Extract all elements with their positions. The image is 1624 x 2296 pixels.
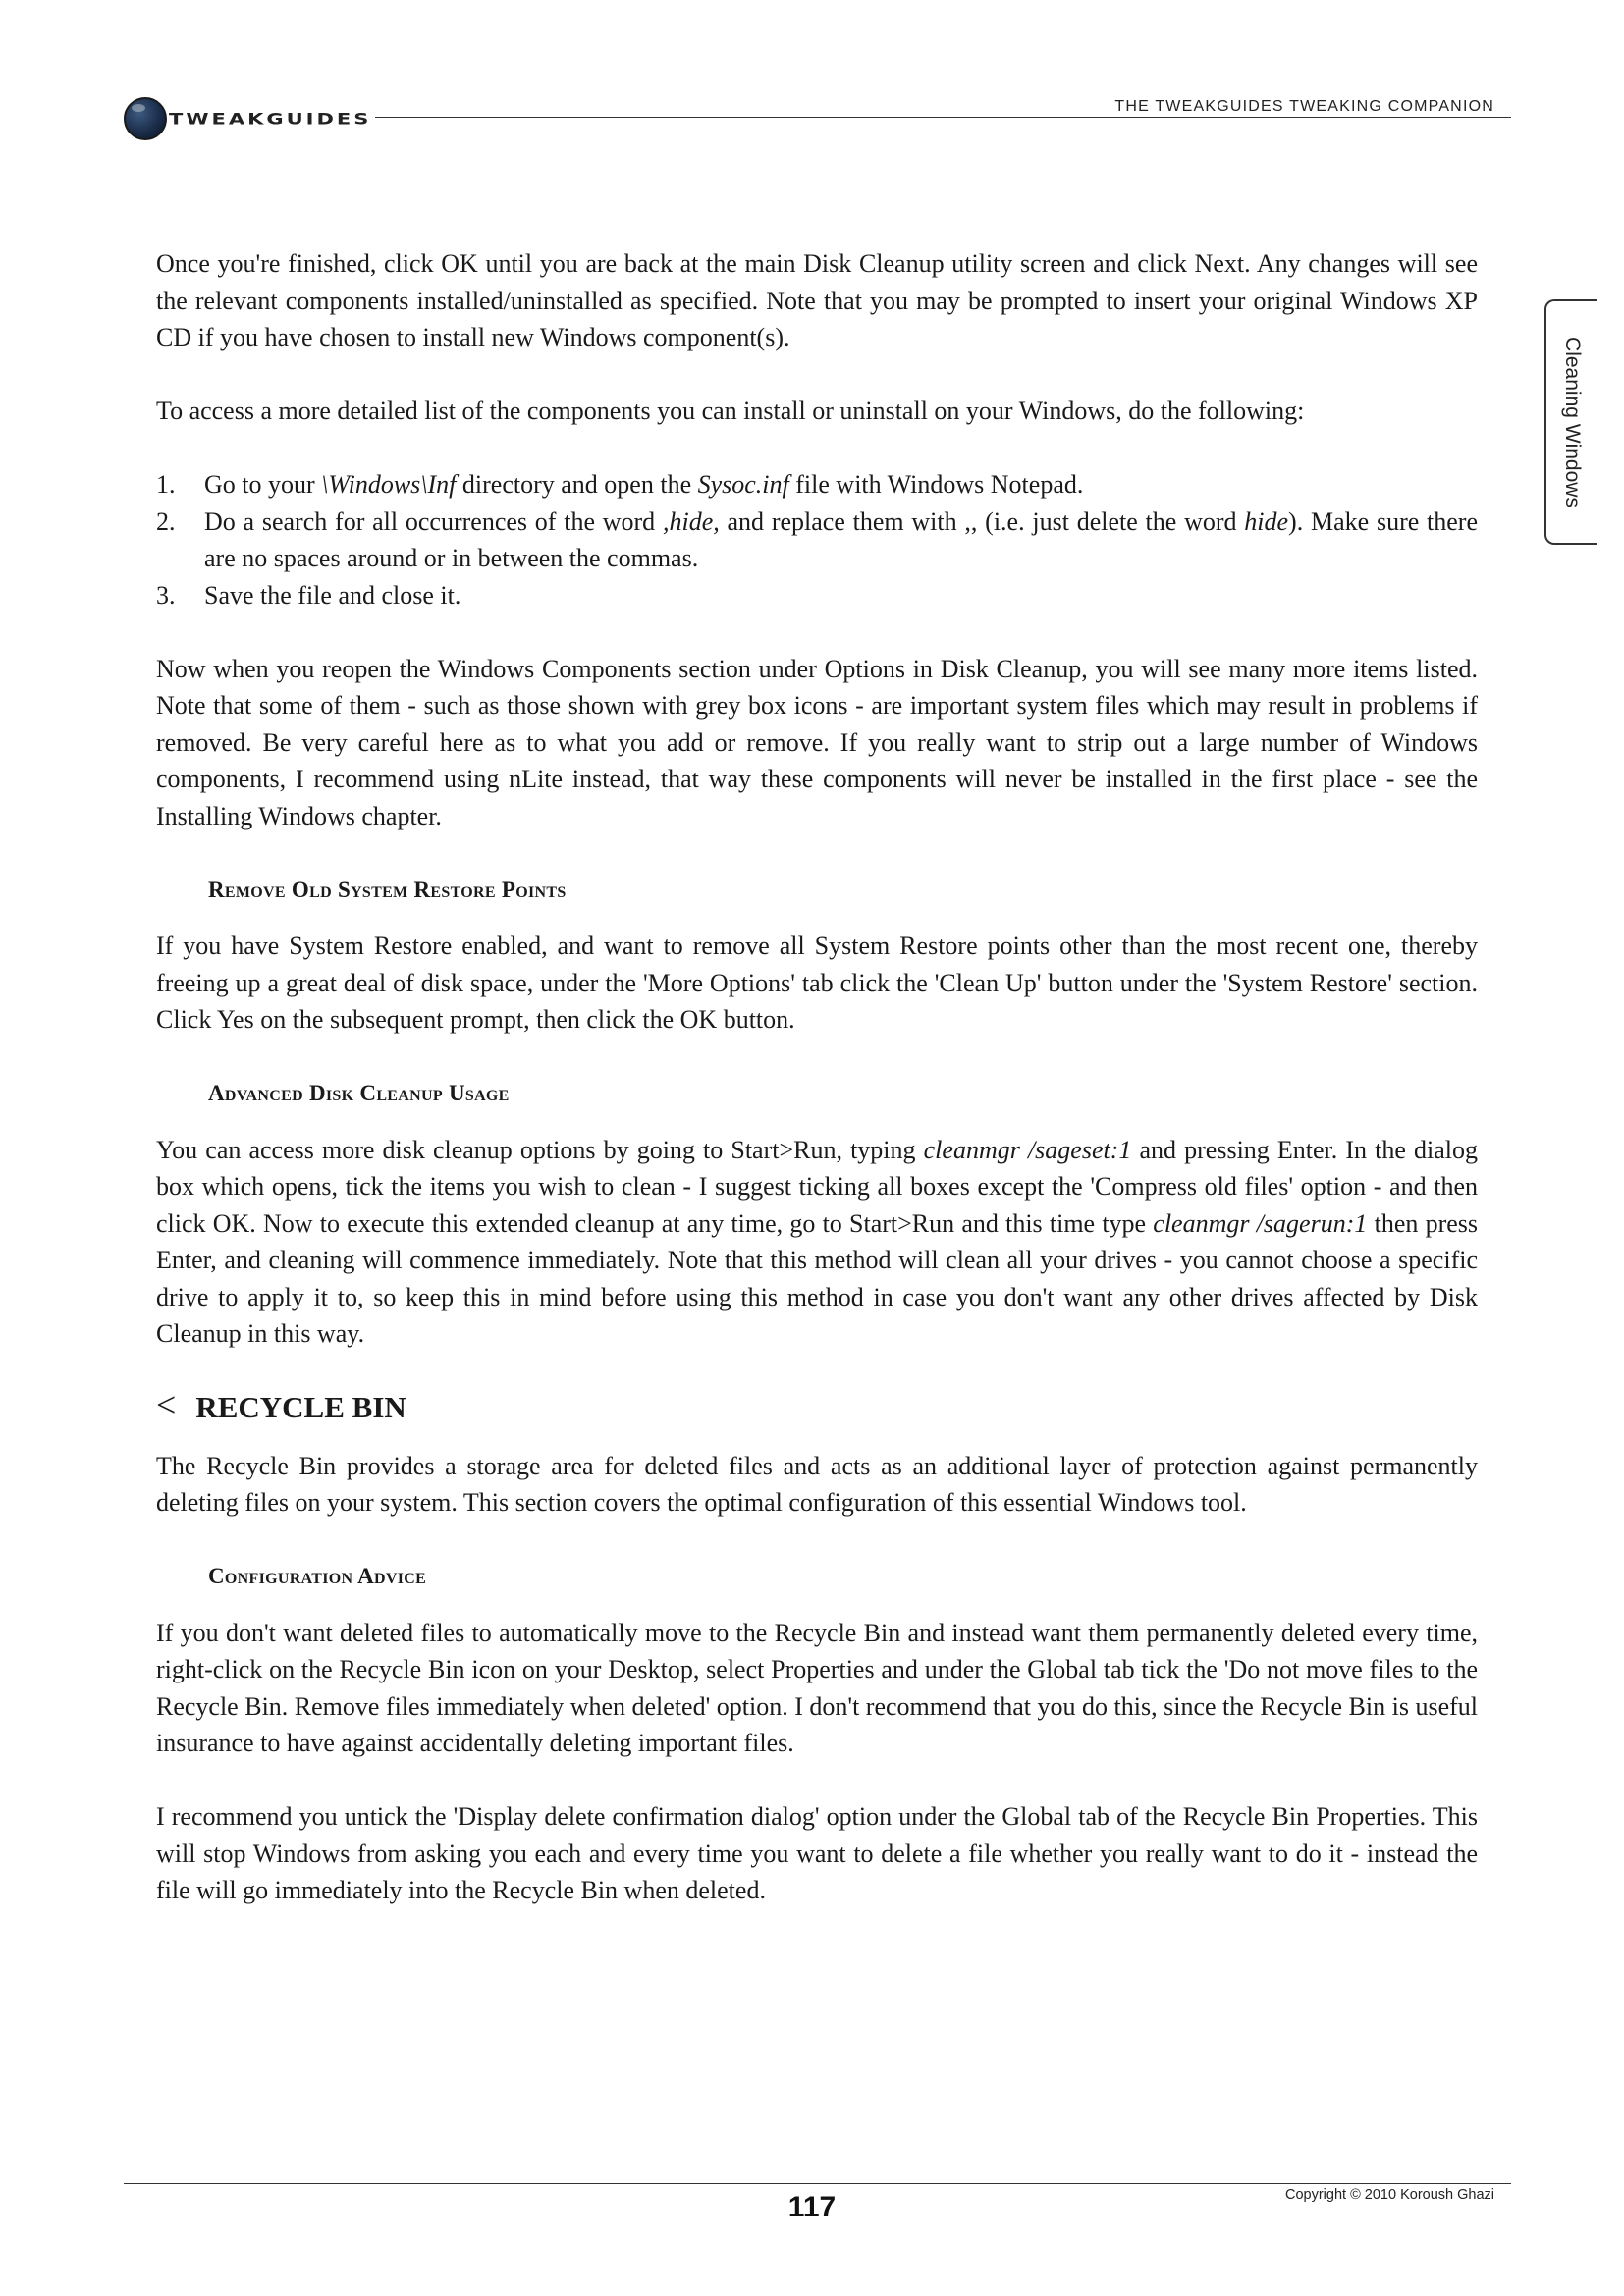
list-item: 2. Do a search for all occurrences of the word ,hide, and replace them with ,, (i.e. just delete the word hide). Make sure there are no spaces around or in between the commas. [156, 507, 1478, 572]
paragraph-delete-confirmation: I recommend you untick the 'Display delete confirmation dialog' option under the Global tab of the Recycle Bin Properties. This will stop Windows from asking you each and every time you want to delete a file whether you really want to do it - instead the file will go immediately into the Recycle Bin when deleted. [156, 1802, 1478, 1904]
logo-globe-icon [124, 97, 167, 140]
section-arrow-icon: < [156, 1385, 177, 1424]
steps-list [156, 466, 1478, 614]
chapter-side-tab-label: Cleaning Windows [1561, 337, 1584, 507]
chapter-side-tab [1544, 299, 1597, 545]
paragraph-detailed-list-intro: To access a more detailed list of the components you can install or uninstall on your Windows, do the following: [156, 397, 1305, 425]
copyright-notice: Copyright © 2010 Koroush Ghazi [1285, 2187, 1494, 2203]
header-rule [375, 117, 1511, 118]
section-title: RECYCLE BIN [195, 1390, 406, 1424]
section-heading-recycle-bin [156, 1385, 1478, 1426]
list-item: 1. Go to your \Windows\Inf directory and open the Sysoc.inf file with Windows Notepad. [156, 470, 1084, 499]
subheading-advanced-usage: Advanced Disk Cleanup Usage [208, 1081, 510, 1105]
paragraph-components-warning: Now when you reopen the Windows Components section under Options in Disk Cleanup, you will see many more items listed. Note that some of them - such as those shown with grey box icons - are important system files which may result in problems if removed. Be very careful here as to what you add or remove. If you really want to strip out a large number of Windows components, I recommend using nLite instead, that way these components will never be installed in the first place - see the Installing Windows chapter. [156, 654, 1478, 830]
paragraph-no-recycle: If you don't want deleted files to automatically move to the Recycle Bin and instead want them permanently deleted every time, right-click on the Recycle Bin icon on your Desktop, select Properties and under the Global tab tick the 'Do not move files to the Recycle Bin. Remove files immediately when deleted' option. I don't recommend that you do this, since the Recycle Bin is useful insurance to have against accidentally deleting important files. [156, 1618, 1478, 1757]
subheading-remove-restore-points: Remove Old System Restore Points [208, 877, 567, 902]
tweakguides-logo [124, 94, 371, 143]
footer-rule [124, 2183, 1511, 2184]
paragraph-system-restore: If you have System Restore enabled, and want to remove all System Restore points other than the most recent one, thereby freeing up a great deal of disk space, under the 'More Options' tab click the 'Clean Up' button under the 'System Restore' section. Click Yes on the subsequent prompt, then click the OK button. [156, 932, 1478, 1034]
running-header: THE TWEAKGUIDES TWEAKING COMPANION [1114, 98, 1494, 115]
subheading-configuration-advice: Configuration Advice [208, 1564, 427, 1588]
paragraph-recycle-bin-intro: The Recycle Bin provides a storage area for deleted files and acts as an additional layer of protection against permanently deleting files on your system. This section covers the optimal configuration of this essential Windows tool. [156, 1451, 1478, 1517]
page-number: 117 [787, 2191, 837, 2223]
paragraph-finish-cleanup: Once you're finished, click OK until you are back at the main Disk Cleanup utility screen and click Next. Any changes will see the relevant components installed/uninstalled as specified. Note that you may be prompted to insert your original Windows XP CD if you have chosen to install new Windows component(s). [156, 249, 1478, 351]
list-item: 3. Save the file and close it. [156, 580, 461, 610]
page-body [156, 245, 1478, 1909]
logo-text: TWEAKGUIDES [169, 110, 372, 128]
paragraph-advanced-cleanup: You can access more disk cleanup options by going to Start>Run, typing cleanmgr /sageset:1 and pressing Enter. In the dialog box which opens, tick the items you wish to clean - I suggest ticking all boxes except the 'Compress old files' option - and then click OK. Now to execute this extended cleanup at any time, go to Start>Run and this time type cleanmgr /sagerun:1 then press Enter, and cleaning will commence immediately. Note that this method will clean all your drives - you cannot choose a specific drive to apply it to, so keep this in mind before using this method in case you don't want any other drives affected by Disk Cleanup in this way. [156, 1135, 1479, 1348]
